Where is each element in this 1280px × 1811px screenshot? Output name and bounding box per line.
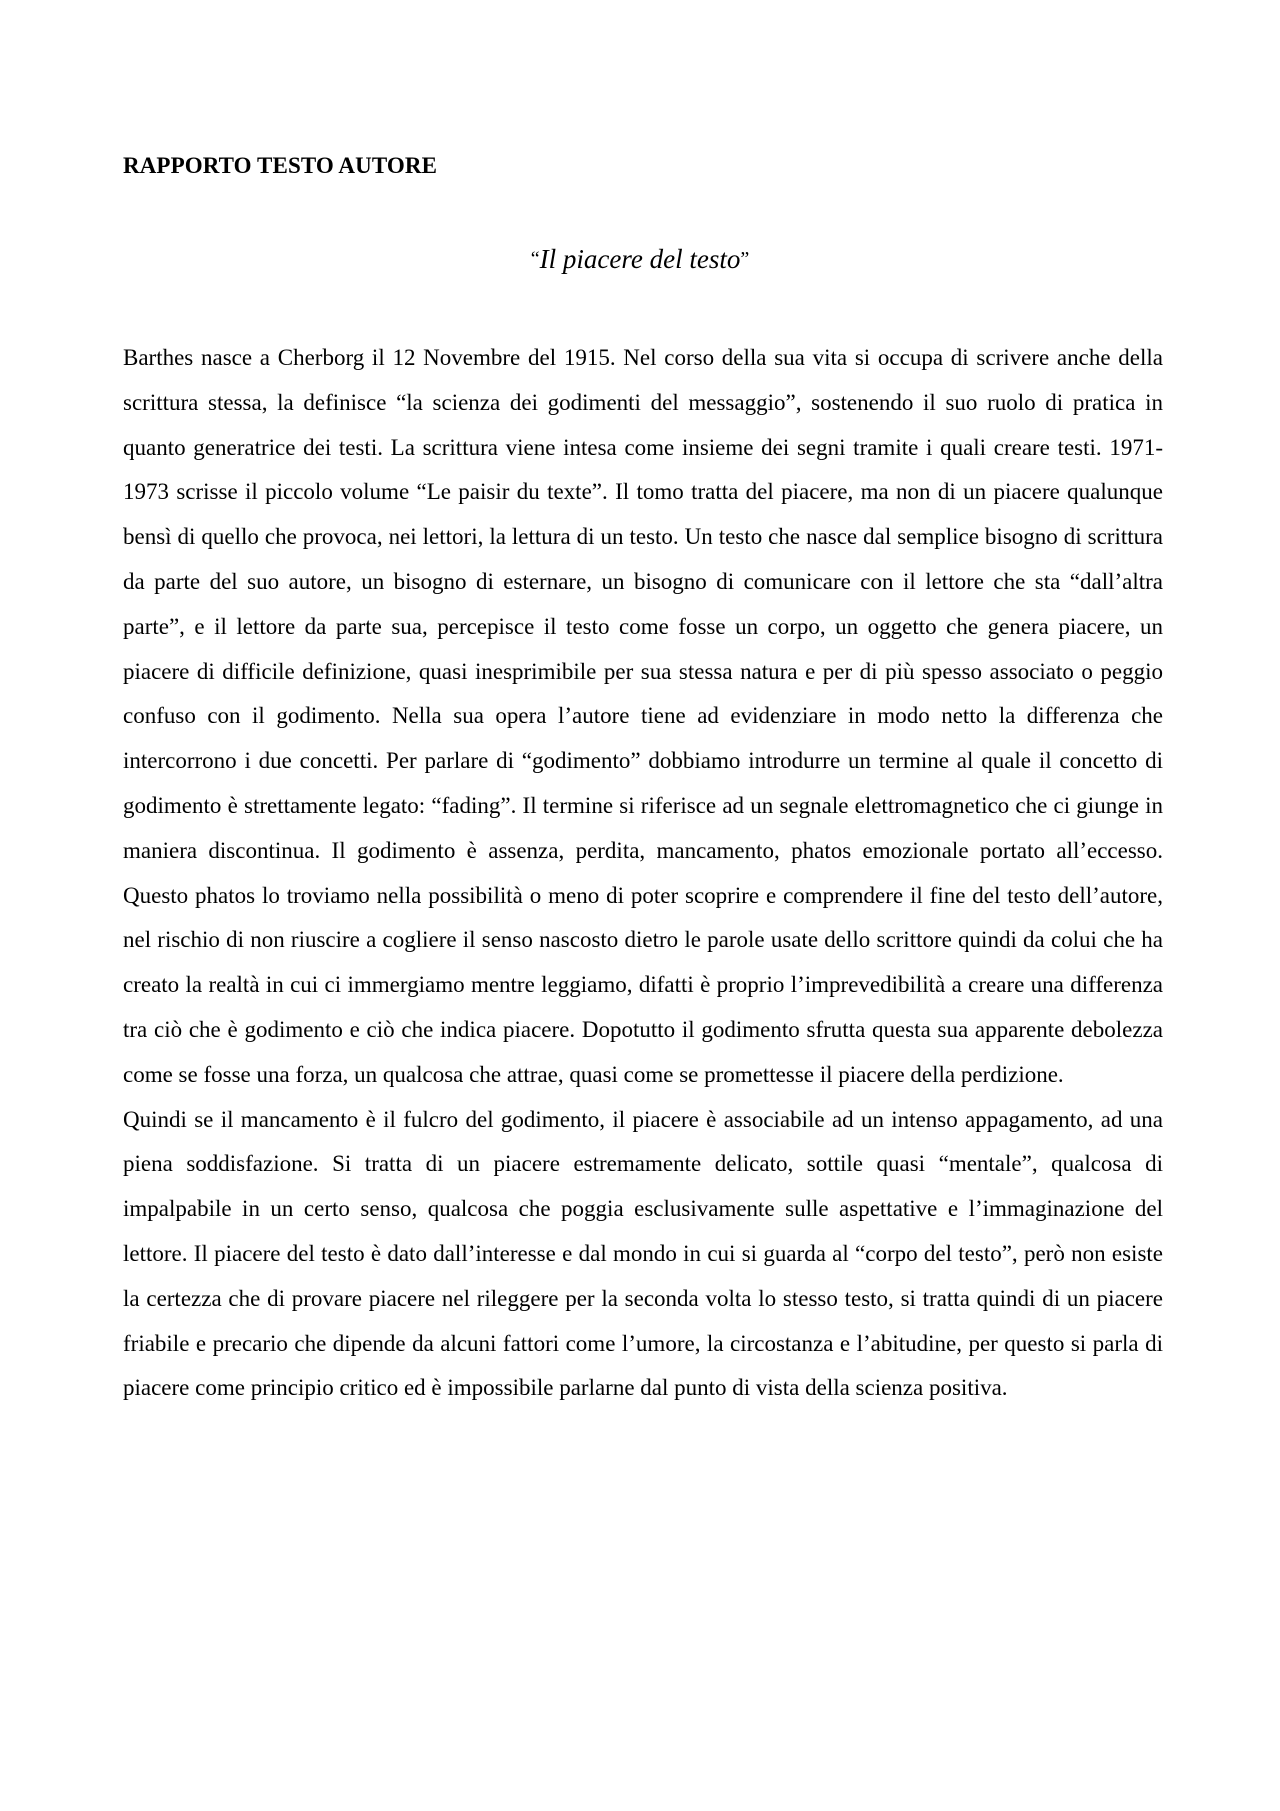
document-body	[123, 336, 1163, 1411]
document-subtitle	[0, 244, 1280, 275]
document-heading: RAPPORTO TESTO AUTORE	[123, 153, 438, 178]
subtitle-open-quote: “	[530, 248, 540, 270]
subtitle-close-quote: ”	[740, 248, 750, 270]
body-paragraph-1: Barthes nasce a Cherborg il 12 Novembre del 1915. Nel corso della sua vita si occupa di scrivere anche della scrittura stessa, la definisce “la scienza dei godimenti del messaggio”, sostenendo il suo ruolo di pratica in quanto generatrice dei testi. La scrittura viene intesa come insieme dei segni tramite i quali creare testi. 1971-1973 scrisse il piccolo volume “Le paisir du texte”. Il tomo tratta del piacere, ma non di un piacere qualunque bensì di quello che provoca, nei lettori, la lettura di un testo. Un testo che nasce dal semplice bisogno di scrittura da parte del suo autore, un bisogno di esternare, un bisogno di comunicare con il lettore che sta “dall’altra parte”, e il lettore da parte sua, percepisce il testo come fosse un corpo, un oggetto che genera piacere, un piacere di difficile definizione, quasi inesprimibile per sua stessa natura e per di più spesso associato o peggio confuso con il godimento. Nella sua opera l’autore tiene ad evidenziare in modo netto la differenza che intercorrono i due concetti. Per parlare di “godimento” dobbiamo introdurre un termine al quale il concetto di godimento è strettamente legato: “fading”. Il termine si riferisce ad un segnale elettromagnetico che ci giunge in maniera discontinua. Il godimento è assenza, perdita, mancamento, phatos emozionale portato all’eccesso. Questo phatos lo troviamo nella possibilità o meno di poter scoprire e comprendere il fine del testo dell’autore, nel rischio di non riuscire a cogliere il senso nascosto dietro le parole usate dello scrittore quindi da colui che ha creato la realtà in cui ci immergiamo mentre leggiamo, difatti è proprio l’imprevedibilità a creare una differenza tra ciò che è godimento e ciò che indica piacere. Dopotutto il godimento sfrutta questa sua apparente debolezza come se fosse una forza, un qualcosa che attrae, quasi come se promettesse il piacere della perdizione.	[123, 345, 1163, 1087]
body-paragraph-2: Quindi se il mancamento è il fulcro del godimento, il piacere è associabile ad un intenso appagamento, ad una piena soddisfazione. Si tratta di un piacere estremamente delicato, sottile quasi “mentale”, qualcosa di impalpabile in un certo senso, qualcosa che poggia esclusivamente sulle aspettative e l’immaginazione del lettore. Il piacere del testo è dato dall’interesse e dal mondo in cui si guarda al “corpo del testo”, però non esiste la certezza che di provare piacere nel rileggere per la seconda volta lo stesso testo, si tratta quindi di un piacere friabile e precario che dipende da alcuni fattori come l’umore, la circostanza e l’abitudine, per questo si parla di piacere come principio critico ed è impossibile parlarne dal punto di vista della scienza positiva.	[123, 1106, 1163, 1401]
subtitle-title: Il piacere del testo	[539, 244, 741, 274]
